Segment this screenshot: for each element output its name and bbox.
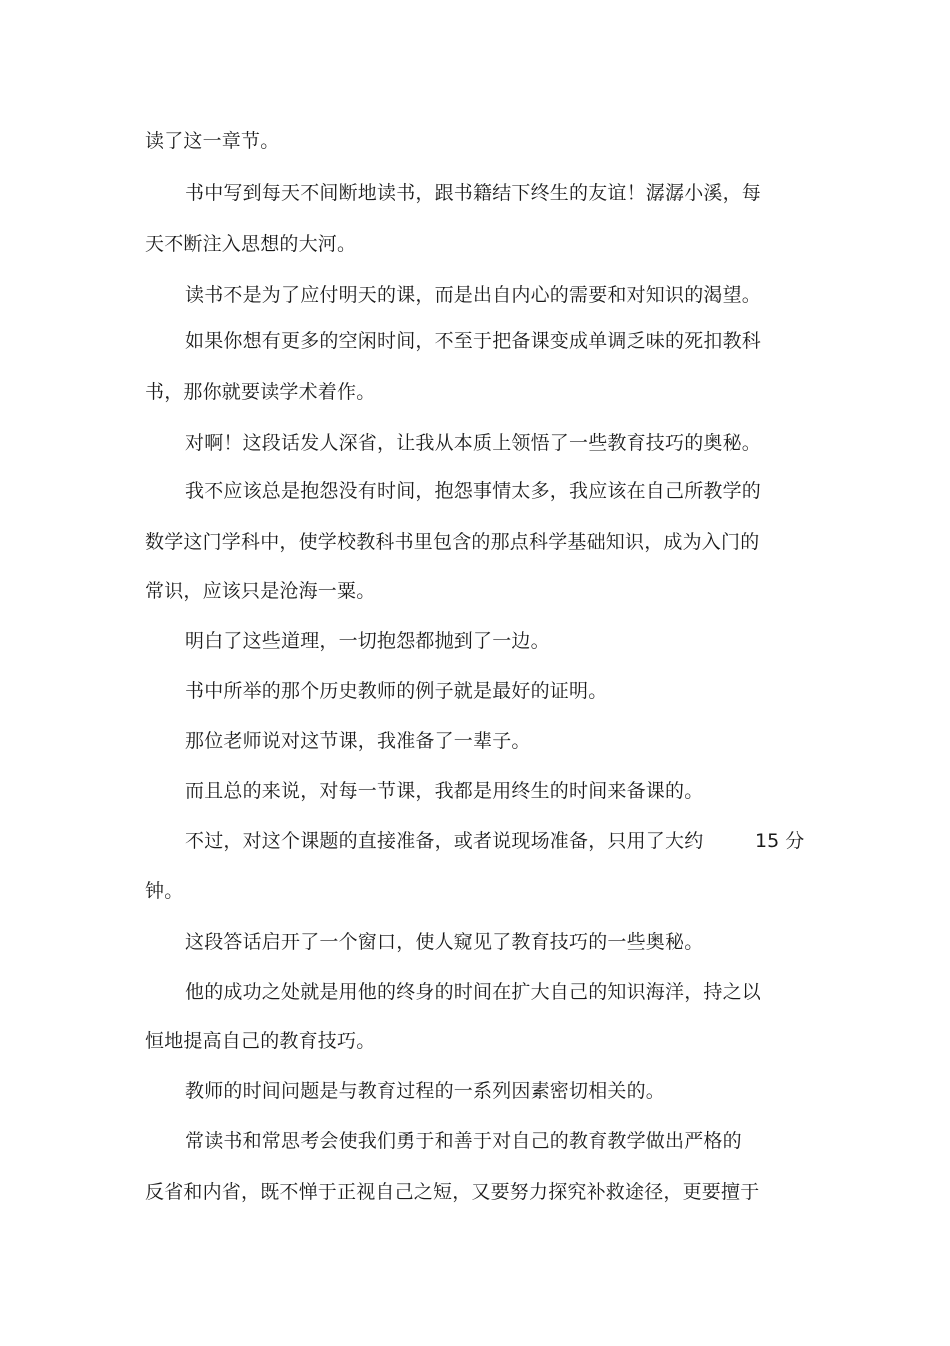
paragraph-line: 他的成功之处就是用他的终身的时间在扩大自己的知识海洋，持之以 bbox=[185, 981, 762, 1003]
text-line: 反省和内省，既不惮于正视自己之短，又要努力探究补救途径，更要擅于 bbox=[145, 1181, 760, 1203]
paragraph-line: 我不应该总是抱怨没有时间，抱怨事情太多，我应该在自己所教学的 bbox=[185, 480, 762, 502]
paragraph-line: 明白了这些道理，一切抱怨都抛到了一边。 bbox=[185, 630, 550, 652]
paragraph-line: 对啊！这段话发人深省，让我从本质上领悟了一些教育技巧的奥秘。 bbox=[185, 432, 762, 454]
text-line: 常识，应该只是沧海一粟。 bbox=[145, 580, 376, 602]
paragraph-line: 那位老师说对这节课，我准备了一辈子。 bbox=[185, 730, 531, 752]
paragraph-line: 不过，对这个课题的直接准备，或者说现场准备，只用了大约 bbox=[185, 830, 704, 852]
text-line: 天不断注入思想的大河。 bbox=[145, 233, 357, 255]
paragraph-line: 常读书和常思考会使我们勇于和善于对自己的教育教学做出严格的 bbox=[185, 1130, 742, 1152]
text-line: 数学这门学科中，使学校教科书里包含的那点科学基础知识，成为入门的 bbox=[145, 531, 760, 553]
text-line: 恒地提高自己的教育技巧。 bbox=[145, 1030, 376, 1052]
text-line: 读了这一章节。 bbox=[145, 130, 280, 152]
paragraph-line: 这段答话启开了一个窗口，使人窥见了教育技巧的一些奥秘。 bbox=[185, 931, 704, 953]
paragraph-line: 教师的时间问题是与教育过程的一系列因素密切相关的。 bbox=[185, 1080, 666, 1102]
paragraph-line: 读书不是为了应付明天的课，而是出自内心的需要和对知识的渴望。 bbox=[185, 284, 762, 306]
paragraph-line: 书中所举的那个历史教师的例子就是最好的证明。 bbox=[185, 680, 608, 702]
duration-value: 15 分 bbox=[755, 830, 805, 852]
paragraph-line: 而且总的来说，对每一节课，我都是用终生的时间来备课的。 bbox=[185, 780, 704, 802]
paragraph-line: 书中写到每天不间断地读书，跟书籍结下终生的友谊！潺潺小溪，每 bbox=[185, 182, 762, 204]
text-line: 钟。 bbox=[145, 880, 184, 902]
paragraph-line: 如果你想有更多的空闲时间，不至于把备课变成单调乏味的死扣教科 bbox=[185, 330, 762, 352]
text-line: 书，那你就要读学术着作。 bbox=[145, 381, 376, 403]
